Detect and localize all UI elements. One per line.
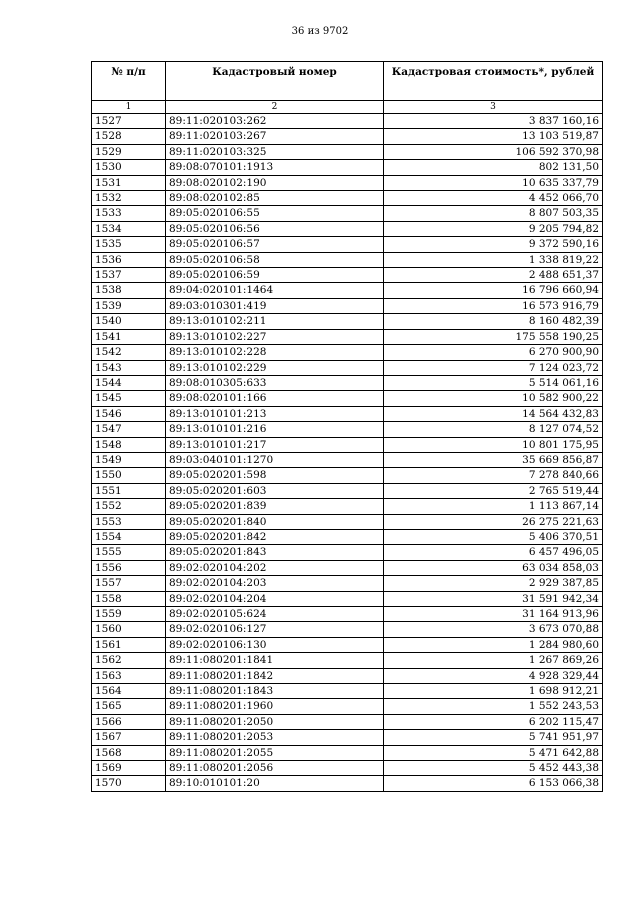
table-header-row	[92, 62, 603, 101]
row-number-cell: 1559	[92, 607, 166, 622]
cadastral-number-cell: 89:08:070101:1913	[166, 160, 384, 175]
cadastral-value-cell: 13 103 519,87	[384, 129, 603, 144]
row-number-cell: 1554	[92, 529, 166, 544]
table-row	[92, 560, 603, 575]
cadastral-value-cell: 1 267 869,26	[384, 653, 603, 668]
cadastral-value-cell: 1 113 867,14	[384, 499, 603, 514]
cadastral-value-cell: 14 564 432,83	[384, 406, 603, 421]
cadastral-number-cell: 89:13:010101:216	[166, 422, 384, 437]
table-row	[92, 283, 603, 298]
row-number-cell: 1545	[92, 391, 166, 406]
table-row	[92, 653, 603, 668]
cadastral-value-cell: 802 131,50	[384, 160, 603, 175]
table-row	[92, 699, 603, 714]
cadastral-number-cell: 89:02:020106:127	[166, 622, 384, 637]
cadastral-number-cell: 89:13:010101:217	[166, 437, 384, 452]
cadastral-number-cell: 89:13:010102:227	[166, 329, 384, 344]
table-row	[92, 129, 603, 144]
row-number-cell: 1536	[92, 252, 166, 267]
table-row	[92, 745, 603, 760]
header-row-number: № п/п	[92, 62, 166, 101]
cadastral-value-cell: 8 807 503,35	[384, 206, 603, 221]
row-number-cell: 1546	[92, 406, 166, 421]
table-row	[92, 452, 603, 467]
cadastral-value-cell: 7 124 023,72	[384, 360, 603, 375]
header-cadastral-number: Кадастровый номер	[166, 62, 384, 101]
table-row	[92, 468, 603, 483]
cadastral-value-cell: 6 153 066,38	[384, 776, 603, 791]
table-row	[92, 345, 603, 360]
cadastral-number-cell: 89:05:020201:598	[166, 468, 384, 483]
cadastral-value-cell: 5 406 370,51	[384, 529, 603, 544]
row-number-cell: 1541	[92, 329, 166, 344]
cadastral-number-cell: 89:11:020103:262	[166, 114, 384, 129]
row-number-cell: 1548	[92, 437, 166, 452]
row-number-cell: 1537	[92, 268, 166, 283]
table-row	[92, 761, 603, 776]
cadastral-value-cell: 16 796 660,94	[384, 283, 603, 298]
cadastral-number-cell: 89:11:080201:2050	[166, 714, 384, 729]
cadastral-value-table	[91, 61, 603, 792]
column-number: 2	[166, 101, 384, 114]
cadastral-value-cell: 5 741 951,97	[384, 730, 603, 745]
cadastral-number-cell: 89:11:080201:2053	[166, 730, 384, 745]
cadastral-value-cell: 31 164 913,96	[384, 607, 603, 622]
table-body	[92, 114, 603, 792]
row-number-cell: 1567	[92, 730, 166, 745]
table-row	[92, 499, 603, 514]
table-row	[92, 637, 603, 652]
cadastral-number-cell: 89:11:020103:325	[166, 144, 384, 159]
row-number-cell: 1551	[92, 483, 166, 498]
cadastral-value-cell: 26 275 221,63	[384, 514, 603, 529]
row-number-cell: 1531	[92, 175, 166, 190]
cadastral-number-cell: 89:05:020106:56	[166, 221, 384, 236]
cadastral-number-cell: 89:08:020101:166	[166, 391, 384, 406]
page-number-header: 36 из 9702	[291, 26, 349, 37]
cadastral-value-cell: 10 801 175,95	[384, 437, 603, 452]
row-number-cell: 1566	[92, 714, 166, 729]
cadastral-value-cell: 5 514 061,16	[384, 375, 603, 390]
cadastral-value-cell: 1 552 243,53	[384, 699, 603, 714]
cadastral-value-cell: 1 698 912,21	[384, 684, 603, 699]
row-number-cell: 1547	[92, 422, 166, 437]
cadastral-number-cell: 89:05:020201:842	[166, 529, 384, 544]
cadastral-number-cell: 89:11:080201:1842	[166, 668, 384, 683]
table-row	[92, 730, 603, 745]
row-number-cell: 1535	[92, 237, 166, 252]
table-row	[92, 237, 603, 252]
table-row	[92, 252, 603, 267]
cadastral-value-cell: 2 765 519,44	[384, 483, 603, 498]
row-number-cell: 1539	[92, 298, 166, 313]
row-number-cell: 1560	[92, 622, 166, 637]
cadastral-number-cell: 89:11:080201:1841	[166, 653, 384, 668]
cadastral-number-cell: 89:11:080201:1843	[166, 684, 384, 699]
row-number-cell: 1556	[92, 560, 166, 575]
cadastral-value-cell: 6 202 115,47	[384, 714, 603, 729]
row-number-cell: 1570	[92, 776, 166, 791]
cadastral-value-cell: 8 160 482,39	[384, 314, 603, 329]
table-row	[92, 114, 603, 129]
row-number-cell: 1562	[92, 653, 166, 668]
row-number-cell: 1558	[92, 591, 166, 606]
cadastral-value-cell: 6 457 496,05	[384, 545, 603, 560]
cadastral-value-cell: 106 592 370,98	[384, 144, 603, 159]
row-number-cell: 1534	[92, 221, 166, 236]
cadastral-number-cell: 89:05:020201:843	[166, 545, 384, 560]
table-row	[92, 391, 603, 406]
table-row	[92, 406, 603, 421]
table-row	[92, 360, 603, 375]
table-row	[92, 545, 603, 560]
cadastral-number-cell: 89:11:020103:267	[166, 129, 384, 144]
table-row	[92, 329, 603, 344]
cadastral-value-cell: 4 452 066,70	[384, 191, 603, 206]
cadastral-value-cell: 5 471 642,88	[384, 745, 603, 760]
row-number-cell: 1528	[92, 129, 166, 144]
row-number-cell: 1565	[92, 699, 166, 714]
table-row	[92, 591, 603, 606]
row-number-cell: 1533	[92, 206, 166, 221]
row-number-cell: 1549	[92, 452, 166, 467]
cadastral-number-cell: 89:05:020201:839	[166, 499, 384, 514]
cadastral-value-cell: 175 558 190,25	[384, 329, 603, 344]
column-number: 1	[92, 101, 166, 114]
cadastral-number-cell: 89:11:080201:2056	[166, 761, 384, 776]
table-row	[92, 437, 603, 452]
cadastral-value-cell: 5 452 443,38	[384, 761, 603, 776]
cadastral-number-cell: 89:02:020104:203	[166, 576, 384, 591]
cadastral-number-cell: 89:08:020102:85	[166, 191, 384, 206]
cadastral-value-cell: 8 127 074,52	[384, 422, 603, 437]
table-row	[92, 206, 603, 221]
table-row	[92, 607, 603, 622]
row-number-cell: 1569	[92, 761, 166, 776]
table-row	[92, 576, 603, 591]
cadastral-number-cell: 89:05:020201:840	[166, 514, 384, 529]
row-number-cell: 1540	[92, 314, 166, 329]
cadastral-value-cell: 9 205 794,82	[384, 221, 603, 236]
row-number-cell: 1532	[92, 191, 166, 206]
cadastral-number-cell: 89:05:020106:57	[166, 237, 384, 252]
row-number-cell: 1529	[92, 144, 166, 159]
table-row	[92, 514, 603, 529]
row-number-cell: 1550	[92, 468, 166, 483]
cadastral-value-cell: 10 635 337,79	[384, 175, 603, 190]
cadastral-value-cell: 16 573 916,79	[384, 298, 603, 313]
row-number-cell: 1552	[92, 499, 166, 514]
cadastral-value-cell: 2 488 651,37	[384, 268, 603, 283]
cadastral-value-cell: 4 928 329,44	[384, 668, 603, 683]
row-number-cell: 1553	[92, 514, 166, 529]
table-row	[92, 175, 603, 190]
cadastral-value-cell: 3 837 160,16	[384, 114, 603, 129]
table-row	[92, 483, 603, 498]
row-number-cell: 1544	[92, 375, 166, 390]
cadastral-value-cell: 63 034 858,03	[384, 560, 603, 575]
row-number-cell: 1555	[92, 545, 166, 560]
row-number-cell: 1530	[92, 160, 166, 175]
row-number-cell: 1527	[92, 114, 166, 129]
cadastral-number-cell: 89:02:020104:204	[166, 591, 384, 606]
row-number-cell: 1564	[92, 684, 166, 699]
table-row	[92, 422, 603, 437]
table-row	[92, 714, 603, 729]
cadastral-number-cell: 89:05:020106:58	[166, 252, 384, 267]
row-number-cell: 1568	[92, 745, 166, 760]
row-number-cell: 1538	[92, 283, 166, 298]
cadastral-number-cell: 89:13:010102:228	[166, 345, 384, 360]
cadastral-number-cell: 89:11:080201:2055	[166, 745, 384, 760]
cadastral-value-cell: 1 284 980,60	[384, 637, 603, 652]
cadastral-value-cell: 2 929 387,85	[384, 576, 603, 591]
cadastral-value-cell: 7 278 840,66	[384, 468, 603, 483]
cadastral-number-cell: 89:03:040101:1270	[166, 452, 384, 467]
cadastral-number-cell: 89:02:020104:202	[166, 560, 384, 575]
cadastral-number-cell: 89:08:020102:190	[166, 175, 384, 190]
cadastral-value-cell: 35 669 856,87	[384, 452, 603, 467]
cadastral-value-cell: 9 372 590,16	[384, 237, 603, 252]
cadastral-number-cell: 89:13:010101:213	[166, 406, 384, 421]
row-number-cell: 1542	[92, 345, 166, 360]
cadastral-number-cell: 89:03:010301:419	[166, 298, 384, 313]
cadastral-number-cell: 89:05:020201:603	[166, 483, 384, 498]
row-number-cell: 1563	[92, 668, 166, 683]
row-number-cell: 1561	[92, 637, 166, 652]
table-row	[92, 268, 603, 283]
cadastral-number-cell: 89:05:020106:59	[166, 268, 384, 283]
cadastral-number-cell: 89:02:020105:624	[166, 607, 384, 622]
table-row	[92, 668, 603, 683]
table-row	[92, 776, 603, 791]
cadastral-number-cell: 89:08:010305:633	[166, 375, 384, 390]
cadastral-value-cell: 1 338 819,22	[384, 252, 603, 267]
cadastral-value-cell: 3 673 070,88	[384, 622, 603, 637]
table-row	[92, 144, 603, 159]
table-row	[92, 529, 603, 544]
cadastral-number-cell: 89:05:020106:55	[166, 206, 384, 221]
table-row	[92, 221, 603, 236]
table-row	[92, 160, 603, 175]
cadastral-number-cell: 89:11:080201:1960	[166, 699, 384, 714]
table-row	[92, 684, 603, 699]
cadastral-number-cell: 89:13:010102:211	[166, 314, 384, 329]
row-number-cell: 1557	[92, 576, 166, 591]
cadastral-number-cell: 89:04:020101:1464	[166, 283, 384, 298]
cadastral-value-cell: 6 270 900,90	[384, 345, 603, 360]
cadastral-value-cell: 10 582 900,22	[384, 391, 603, 406]
cadastral-value-cell: 31 591 942,34	[384, 591, 603, 606]
column-number-row	[92, 101, 603, 114]
column-number: 3	[384, 101, 603, 114]
table-row	[92, 622, 603, 637]
cadastral-number-cell: 89:13:010102:229	[166, 360, 384, 375]
table-row	[92, 191, 603, 206]
table-row	[92, 375, 603, 390]
table-row	[92, 314, 603, 329]
cadastral-number-cell: 89:10:010101:20	[166, 776, 384, 791]
header-cadastral-value: Кадастровая стоимость*, рублей	[384, 62, 603, 101]
table-row	[92, 298, 603, 313]
cadastral-number-cell: 89:02:020106:130	[166, 637, 384, 652]
row-number-cell: 1543	[92, 360, 166, 375]
